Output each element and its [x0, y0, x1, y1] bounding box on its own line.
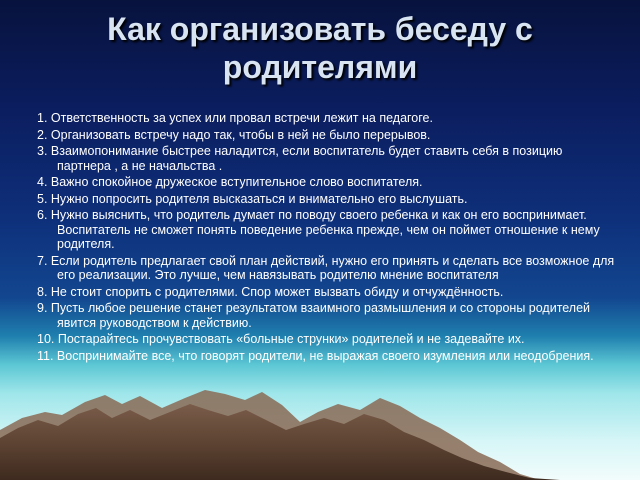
list-item: 10. Постарайтесь прочувствовать «больные струнки» родителей и не задевайте их.	[37, 332, 525, 346]
list-item: 7. Если родитель предлагает свой план действий, нужно его принять и сделать все возможное для его реализации. Это лучше, чем навязывать родителю мнение воспитателя	[37, 253, 615, 282]
advice-list	[37, 111, 617, 365]
list-item: 5. Нужно попросить родителя высказаться и внимательно его выслушать.	[37, 191, 468, 206]
list-item: 1. Ответственность за успех или провал встречи лежит на педагоге.	[37, 111, 433, 125]
list-item: 11. Воспринимайте все, что говорят родители, не выражая своего изумления или неодобрения.	[37, 348, 594, 363]
list-item: 3. Взаимопонимание быстрее наладится, если воспитатель будет ставить себя в позицию партнера , а не начальства .	[37, 144, 563, 173]
list-item: 6. Нужно выяснить, что родитель думает по поводу своего ребенка и как он его воспринимает. Воспитатель не сможет понять поведение ребенка прежде, чем он поймет отношение к нему родителя.	[37, 208, 600, 251]
list-item: 2. Организовать встречу надо так, чтобы в ней не было перерывов.	[37, 127, 431, 142]
slide-title: Как организовать беседу с родителями	[107, 11, 533, 85]
list-item: 8. Не стоит спорить с родителями. Спор может вызвать обиду и отчуждённость.	[37, 284, 504, 299]
list-item: 9. Пусть любое решение станет результатом взаимного размышления и со стороны родителей явится руководством к действию.	[37, 301, 591, 330]
list-item: 4. Важно спокойное дружеское вступительное слово воспитателя.	[37, 175, 423, 189]
